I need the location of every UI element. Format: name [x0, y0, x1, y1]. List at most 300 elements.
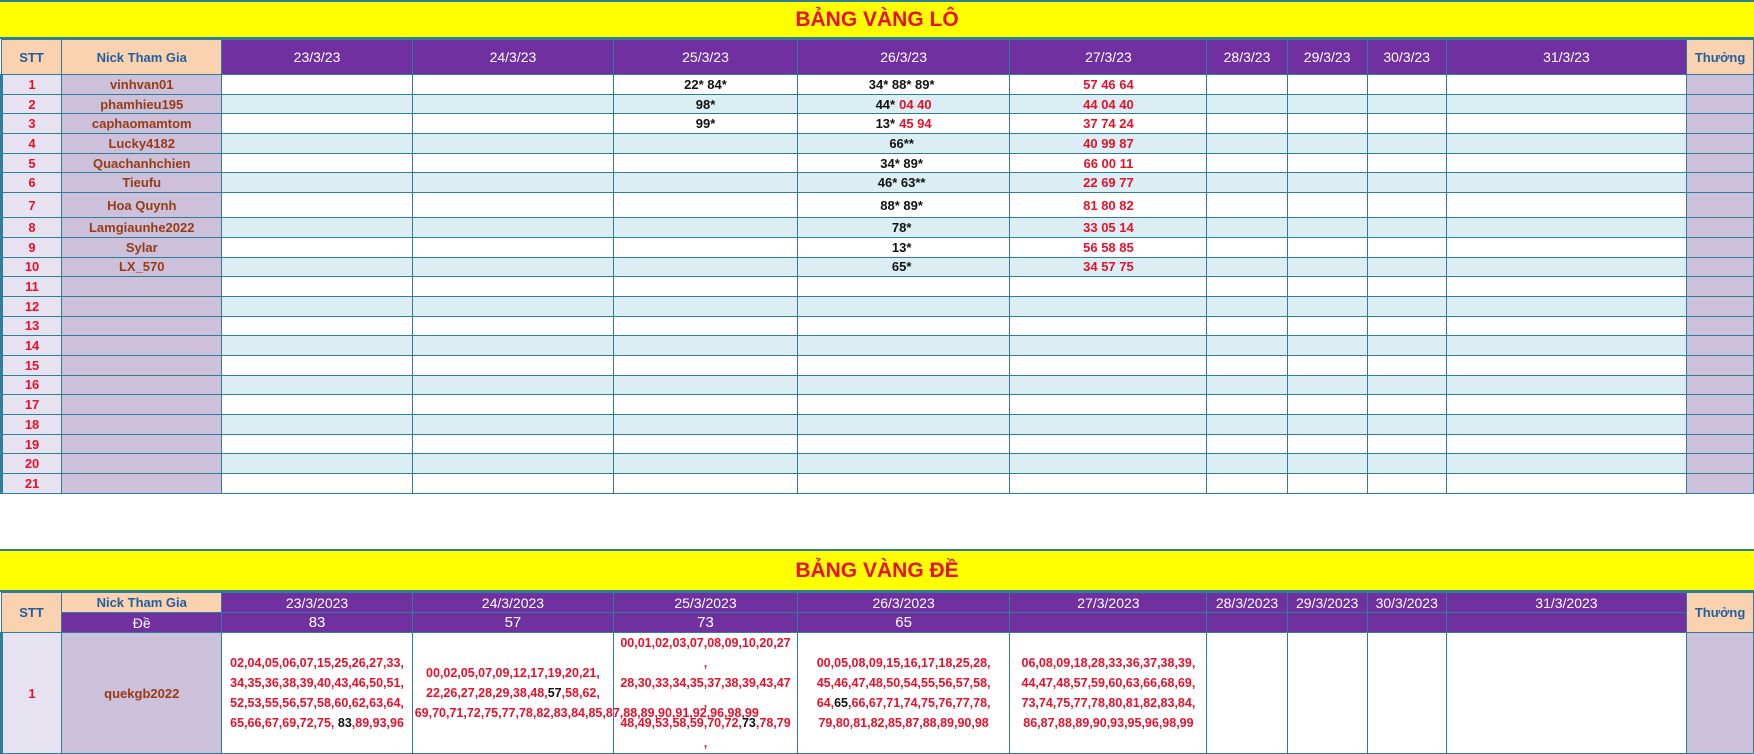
de-cell-28[interactable] [1207, 633, 1287, 754]
lo-cell-24[interactable] [412, 114, 613, 134]
lo-cell-26[interactable] [797, 257, 1010, 277]
lo-cell-30[interactable] [1367, 454, 1446, 474]
lo-cell-27[interactable] [1010, 375, 1207, 395]
lo-pick-black: 13* [891, 239, 912, 255]
de-result: 73 [614, 613, 798, 633]
lo-cell-29[interactable] [1287, 114, 1367, 134]
lo-cell-28[interactable] [1207, 415, 1287, 435]
lo-cell-30[interactable] [1367, 434, 1446, 454]
lo-header-row [2, 40, 1754, 75]
lo-row [2, 454, 1754, 474]
de-cell-29[interactable] [1287, 633, 1367, 754]
lo-cell-29[interactable] [1287, 415, 1367, 435]
lo-row [2, 415, 1754, 435]
lo-cell-25[interactable] [614, 218, 798, 238]
de-number-segment: 48,49,53,58,59,70,72, [620, 716, 742, 730]
lo-cell-27[interactable]: 33 05 14 [1010, 218, 1207, 238]
lo-cell-26[interactable] [797, 296, 1010, 316]
lo-cell-23[interactable] [222, 277, 412, 297]
lo-cell-28[interactable] [1207, 316, 1287, 336]
de-cell-26[interactable] [797, 633, 1010, 754]
de-header-date: 23/3/2023 [222, 593, 412, 613]
lo-thuong-cell[interactable] [1687, 454, 1754, 474]
de-header-date: 26/3/2023 [797, 593, 1010, 613]
de-result [1287, 613, 1367, 633]
lo-cell-24[interactable] [412, 375, 613, 395]
lo-header-date: 31/3/23 [1446, 40, 1686, 75]
lo-cell-25[interactable] [614, 454, 798, 474]
de-header-date: 30/3/2023 [1367, 593, 1446, 613]
lo-cell-23[interactable] [222, 94, 412, 114]
lo-cell-31[interactable] [1446, 395, 1686, 415]
lo-cell-23[interactable] [222, 134, 412, 154]
lo-cell-31[interactable] [1446, 114, 1686, 134]
lo-cell-28[interactable] [1207, 94, 1287, 114]
lo-cell-25[interactable] [614, 296, 798, 316]
lo-cell-27[interactable] [1010, 415, 1207, 435]
lo-stt: 3 [2, 114, 62, 134]
lo-cell-23[interactable] [222, 454, 412, 474]
lo-cell-26[interactable] [797, 75, 1010, 95]
lo-cell-29[interactable] [1287, 454, 1367, 474]
lo-cell-26[interactable] [797, 94, 1010, 114]
lo-cell-26[interactable] [797, 134, 1010, 154]
lo-cell-31[interactable] [1446, 237, 1686, 257]
lo-cell-28[interactable] [1207, 375, 1287, 395]
lo-nick [62, 296, 222, 316]
lo-cell-29[interactable] [1287, 94, 1367, 114]
lo-cell-23[interactable] [222, 296, 412, 316]
lo-stt: 4 [2, 134, 62, 154]
lo-cell-25[interactable] [614, 355, 798, 375]
de-number-segment: 22,26,27,28,29,38,48, [426, 686, 548, 700]
de-header-nick: Nick Tham Gia [62, 593, 222, 613]
lo-thuong-cell[interactable] [1687, 114, 1754, 134]
lo-cell-26[interactable] [797, 454, 1010, 474]
lo-nick: Lucky4182 [62, 134, 222, 154]
lo-cell-28[interactable] [1207, 395, 1287, 415]
lo-row [2, 434, 1754, 454]
lo-thuong-cell[interactable] [1687, 336, 1754, 356]
lo-cell-24[interactable] [412, 153, 613, 173]
lo-cell-26[interactable] [797, 193, 1010, 218]
lo-thuong-cell[interactable] [1687, 277, 1754, 297]
lo-cell-30[interactable] [1367, 336, 1446, 356]
lo-header-nick: Nick Tham Gia [62, 40, 222, 75]
lo-thuong-cell[interactable] [1687, 173, 1754, 193]
lo-thuong-cell[interactable] [1687, 193, 1754, 218]
de-number-segment: 45,46,47,48,50,54,55,56,57,58, [816, 676, 991, 690]
de-number-segment: 86,87,88,89,90,93,95,96,98,99 [1023, 716, 1194, 730]
lo-thuong-cell[interactable] [1687, 355, 1754, 375]
lo-cell-29[interactable] [1287, 375, 1367, 395]
lo-thuong-cell[interactable] [1687, 218, 1754, 238]
lo-cell-29[interactable] [1287, 257, 1367, 277]
lo-header-date: 28/3/23 [1207, 40, 1287, 75]
lo-title-banner [0, 0, 1754, 39]
de-number-segment: 52,53,55,56,57,58,60,62,63,64, [230, 696, 404, 710]
lo-cell-25[interactable]: 99* [614, 114, 798, 134]
lo-cell-28[interactable] [1207, 218, 1287, 238]
lo-cell-29[interactable] [1287, 474, 1367, 494]
lo-cell-27[interactable] [1010, 336, 1207, 356]
de-number-segment: 73,74,75,77,78,80,81,82,83,84, [1021, 696, 1196, 710]
lo-thuong-cell[interactable] [1687, 75, 1754, 95]
lo-cell-30[interactable] [1367, 395, 1446, 415]
lo-cell-27[interactable]: 40 99 87 [1010, 134, 1207, 154]
de-result [1207, 613, 1287, 633]
lo-cell-28[interactable] [1207, 296, 1287, 316]
lo-title: BẢNG VÀNG LÔ [795, 8, 959, 31]
lo-cell-29[interactable] [1287, 395, 1367, 415]
lo-stt: 16 [2, 375, 62, 395]
lo-row [2, 474, 1754, 494]
lo-cell-27[interactable]: 81 80 82 [1010, 193, 1207, 218]
lo-pick-black: 78* [891, 219, 912, 235]
lo-cell-27[interactable]: 57 46 64 [1010, 75, 1207, 95]
lo-cell-27[interactable]: 56 58 85 [1010, 237, 1207, 257]
lo-cell-27[interactable] [1010, 474, 1207, 494]
lo-cell-26[interactable] [797, 173, 1010, 193]
lo-cell-24[interactable] [412, 415, 613, 435]
lo-cell-30[interactable] [1367, 415, 1446, 435]
lo-stt: 20 [2, 454, 62, 474]
lo-cell-31[interactable] [1446, 94, 1686, 114]
lo-cell-27[interactable]: 44 04 40 [1010, 94, 1207, 114]
lo-cell-28[interactable] [1207, 75, 1287, 95]
lo-cell-30[interactable] [1367, 153, 1446, 173]
lo-cell-28[interactable] [1207, 474, 1287, 494]
lo-cell-29[interactable] [1287, 434, 1367, 454]
lo-cell-23[interactable] [222, 153, 412, 173]
de-header-date: 25/3/2023 [614, 593, 798, 613]
lo-cell-26[interactable] [797, 153, 1010, 173]
lo-cell-24[interactable] [412, 277, 613, 297]
lo-cell-29[interactable] [1287, 237, 1367, 257]
de-stt: 1 [2, 633, 62, 754]
lo-cell-28[interactable] [1207, 134, 1287, 154]
lo-row [2, 355, 1754, 375]
lo-cell-28[interactable] [1207, 237, 1287, 257]
lo-cell-24[interactable] [412, 395, 613, 415]
lo-cell-24[interactable] [412, 434, 613, 454]
de-number-segment: 83 [334, 716, 352, 730]
lo-row [2, 316, 1754, 336]
lo-cell-26[interactable] [797, 316, 1010, 336]
lo-thuong-cell[interactable] [1687, 474, 1754, 494]
lo-cell-26[interactable] [797, 375, 1010, 395]
lo-cell-31[interactable] [1446, 75, 1686, 95]
lo-cell-31[interactable] [1446, 454, 1686, 474]
lo-cell-28[interactable] [1207, 454, 1287, 474]
de-result [1010, 613, 1207, 633]
lo-stt: 15 [2, 355, 62, 375]
lo-cell-31[interactable] [1446, 336, 1686, 356]
lo-cell-26[interactable] [797, 218, 1010, 238]
lo-cell-29[interactable] [1287, 193, 1367, 218]
lo-cell-30[interactable] [1367, 218, 1446, 238]
lo-cell-27[interactable] [1010, 355, 1207, 375]
lo-cell-27[interactable]: 37 74 24 [1010, 114, 1207, 134]
lo-cell-27[interactable]: 22 69 77 [1010, 173, 1207, 193]
lo-cell-25[interactable] [614, 474, 798, 494]
lo-cell-28[interactable] [1207, 153, 1287, 173]
lo-cell-30[interactable] [1367, 375, 1446, 395]
lo-cell-27[interactable] [1010, 296, 1207, 316]
lo-cell-23[interactable] [222, 218, 412, 238]
lo-cell-30[interactable] [1367, 94, 1446, 114]
lo-cell-26[interactable] [797, 474, 1010, 494]
lo-cell-28[interactable] [1207, 434, 1287, 454]
lo-cell-31[interactable] [1446, 173, 1686, 193]
lo-cell-29[interactable] [1287, 277, 1367, 297]
lo-nick [62, 277, 222, 297]
lo-cell-28[interactable] [1207, 173, 1287, 193]
lo-nick [62, 415, 222, 435]
lo-nick: Tieufu [62, 173, 222, 193]
lo-cell-24[interactable] [412, 454, 613, 474]
lo-cell-23[interactable] [222, 316, 412, 336]
lo-cell-23[interactable] [222, 375, 412, 395]
lo-cell-31[interactable] [1446, 296, 1686, 316]
lo-cell-23[interactable] [222, 415, 412, 435]
lo-cell-29[interactable] [1287, 218, 1367, 238]
lo-stt: 19 [2, 434, 62, 454]
lo-cell-23[interactable] [222, 474, 412, 494]
lo-cell-30[interactable] [1367, 474, 1446, 494]
lo-cell-24[interactable] [412, 237, 613, 257]
lo-thuong-cell[interactable] [1687, 134, 1754, 154]
lo-cell-23[interactable] [222, 193, 412, 218]
lo-cell-24[interactable] [412, 316, 613, 336]
lo-cell-31[interactable] [1446, 375, 1686, 395]
lo-cell-30[interactable] [1367, 134, 1446, 154]
lo-pick-black: 65* [891, 259, 912, 275]
de-number-segment: 28,30,33,34,35,37,38,39,43,47 [620, 676, 791, 690]
lo-thuong-cell[interactable] [1687, 237, 1754, 257]
lo-cell-31[interactable] [1446, 134, 1686, 154]
lo-cell-31[interactable] [1446, 193, 1686, 218]
lo-cell-23[interactable] [222, 355, 412, 375]
lo-cell-30[interactable] [1367, 193, 1446, 218]
lo-cell-30[interactable] [1367, 173, 1446, 193]
lo-cell-26[interactable] [797, 114, 1010, 134]
lo-cell-26[interactable] [797, 336, 1010, 356]
lo-pick-black: 13* [875, 116, 896, 132]
de-number-segment: 34,35,36,38,39,40,43,46,50,51, [230, 676, 404, 690]
lo-stt: 10 [2, 257, 62, 277]
de-number-segment: 64, [816, 696, 835, 710]
lo-cell-25[interactable] [614, 277, 798, 297]
de-number-segment: 02,04,05,06,07,15,25,26,27,33, [230, 656, 404, 670]
lo-pick-black: 88* 89* [880, 197, 923, 213]
lo-cell-27[interactable] [1010, 277, 1207, 297]
lo-cell-23[interactable] [222, 336, 412, 356]
lo-cell-23[interactable] [222, 395, 412, 415]
lo-cell-30[interactable] [1367, 257, 1446, 277]
lo-header-date: 26/3/23 [797, 40, 1010, 75]
lo-cell-30[interactable] [1367, 237, 1446, 257]
lo-cell-31[interactable] [1446, 153, 1686, 173]
lo-cell-26[interactable] [797, 355, 1010, 375]
lo-cell-25[interactable] [614, 153, 798, 173]
lo-cell-27[interactable]: 66 00 11 [1010, 153, 1207, 173]
lo-cell-31[interactable] [1446, 415, 1686, 435]
lo-cell-25[interactable] [614, 134, 798, 154]
lo-pick-red: 04 40 [899, 96, 932, 112]
lo-cell-23[interactable] [222, 434, 412, 454]
lo-stt: 13 [2, 316, 62, 336]
lo-nick [62, 474, 222, 494]
lo-cell-29[interactable] [1287, 316, 1367, 336]
lo-nick: LX_570 [62, 257, 222, 277]
lo-cell-24[interactable] [412, 218, 613, 238]
lo-cell-25[interactable]: 98* [614, 94, 798, 114]
lo-cell-31[interactable] [1446, 355, 1686, 375]
lo-cell-29[interactable] [1287, 153, 1367, 173]
lo-cell-28[interactable] [1207, 277, 1287, 297]
lo-cell-29[interactable] [1287, 296, 1367, 316]
de-cell-31[interactable] [1446, 633, 1686, 754]
lo-thuong-cell[interactable] [1687, 94, 1754, 114]
lo-cell-24[interactable] [412, 336, 613, 356]
lo-row [2, 134, 1754, 154]
lo-cell-31[interactable] [1446, 474, 1686, 494]
lo-row [2, 296, 1754, 316]
lo-cell-28[interactable] [1207, 114, 1287, 134]
lo-cell-23[interactable] [222, 257, 412, 277]
lo-header-date: 24/3/23 [412, 40, 613, 75]
lo-cell-29[interactable] [1287, 134, 1367, 154]
lo-cell-30[interactable] [1367, 355, 1446, 375]
lo-cell-25[interactable] [614, 375, 798, 395]
lo-nick: Quachanhchien [62, 153, 222, 173]
de-cell-25[interactable] [614, 633, 798, 754]
lo-cell-28[interactable] [1207, 355, 1287, 375]
lo-cell-28[interactable] [1207, 336, 1287, 356]
lo-header-date: 25/3/23 [614, 40, 798, 75]
lo-cell-29[interactable] [1287, 336, 1367, 356]
lo-nick [62, 395, 222, 415]
lo-cell-31[interactable] [1446, 218, 1686, 238]
lo-cell-26[interactable] [797, 415, 1010, 435]
lo-cell-25[interactable] [614, 193, 798, 218]
lo-cell-27[interactable]: 34 57 75 [1010, 257, 1207, 277]
lo-thuong-cell[interactable] [1687, 434, 1754, 454]
lo-thuong-cell[interactable] [1687, 415, 1754, 435]
lo-pick-black: 46* 63** [877, 175, 926, 191]
lo-cell-24[interactable] [412, 355, 613, 375]
de-number-segment: 65 [834, 696, 849, 710]
lo-cell-25[interactable] [614, 237, 798, 257]
lo-cell-23[interactable] [222, 173, 412, 193]
de-thuong-cell[interactable] [1687, 633, 1754, 754]
lo-cell-24[interactable] [412, 94, 613, 114]
lo-cell-28[interactable] [1207, 193, 1287, 218]
lo-cell-25[interactable] [614, 173, 798, 193]
lo-cell-24[interactable] [412, 193, 613, 218]
lo-table [0, 39, 1754, 494]
lo-thuong-cell[interactable] [1687, 316, 1754, 336]
lo-row [2, 153, 1754, 173]
lo-cell-24[interactable] [412, 134, 613, 154]
lo-thuong-cell[interactable] [1687, 375, 1754, 395]
lo-cell-25[interactable] [614, 336, 798, 356]
lo-cell-29[interactable] [1287, 355, 1367, 375]
lo-cell-24[interactable] [412, 296, 613, 316]
de-number-segment: , [703, 656, 708, 670]
lo-header-date: 29/3/23 [1287, 40, 1367, 75]
lo-stt: 2 [2, 94, 62, 114]
lo-cell-26[interactable] [797, 434, 1010, 454]
lo-thuong-cell[interactable] [1687, 257, 1754, 277]
lo-nick: Lamgiaunhe2022 [62, 218, 222, 238]
lo-cell-25[interactable] [614, 434, 798, 454]
de-cell-23[interactable] [222, 633, 412, 754]
lo-cell-27[interactable] [1010, 434, 1207, 454]
lo-row [2, 237, 1754, 257]
lo-cell-24[interactable] [412, 173, 613, 193]
lo-cell-31[interactable] [1446, 257, 1686, 277]
lo-cell-25[interactable]: 22* 84* [614, 75, 798, 95]
lo-cell-26[interactable] [797, 277, 1010, 297]
lo-cell-24[interactable] [412, 257, 613, 277]
lo-cell-25[interactable] [614, 395, 798, 415]
de-result: 83 [222, 613, 412, 633]
de-result: 57 [412, 613, 613, 633]
lo-header-date: 27/3/23 [1010, 40, 1207, 75]
lo-stt: 7 [2, 193, 62, 218]
lo-cell-26[interactable] [797, 237, 1010, 257]
lo-stt: 14 [2, 336, 62, 356]
lo-nick [62, 336, 222, 356]
de-cell-27[interactable] [1010, 633, 1207, 754]
lo-thuong-cell[interactable] [1687, 395, 1754, 415]
de-cell-30[interactable] [1367, 633, 1446, 754]
lo-cell-23[interactable] [222, 75, 412, 95]
lo-cell-23[interactable] [222, 114, 412, 134]
lo-thuong-cell[interactable] [1687, 153, 1754, 173]
de-header-thuong: Thưởng [1687, 593, 1754, 633]
lo-cell-23[interactable] [222, 237, 412, 257]
lo-cell-31[interactable] [1446, 316, 1686, 336]
lo-thuong-cell[interactable] [1687, 296, 1754, 316]
lo-cell-26[interactable] [797, 395, 1010, 415]
lo-pick-black: 66** [889, 135, 914, 151]
lo-cell-27[interactable] [1010, 454, 1207, 474]
lo-cell-31[interactable] [1446, 434, 1686, 454]
de-title: BẢNG VÀNG ĐỀ [795, 559, 959, 582]
lo-cell-25[interactable] [614, 316, 798, 336]
lo-cell-25[interactable] [614, 257, 798, 277]
lo-cell-29[interactable] [1287, 173, 1367, 193]
lo-cell-25[interactable] [614, 415, 798, 435]
lo-cell-27[interactable] [1010, 316, 1207, 336]
de-entry-row [2, 633, 1754, 754]
lo-cell-30[interactable] [1367, 316, 1446, 336]
lo-cell-30[interactable] [1367, 114, 1446, 134]
lo-cell-24[interactable] [412, 474, 613, 494]
lo-cell-27[interactable] [1010, 395, 1207, 415]
lo-cell-24[interactable] [412, 75, 613, 95]
lo-cell-31[interactable] [1446, 277, 1686, 297]
lo-cell-30[interactable] [1367, 277, 1446, 297]
lo-cell-30[interactable] [1367, 75, 1446, 95]
lo-cell-28[interactable] [1207, 257, 1287, 277]
lo-cell-29[interactable] [1287, 75, 1367, 95]
lo-stt: 12 [2, 296, 62, 316]
lo-cell-30[interactable] [1367, 296, 1446, 316]
